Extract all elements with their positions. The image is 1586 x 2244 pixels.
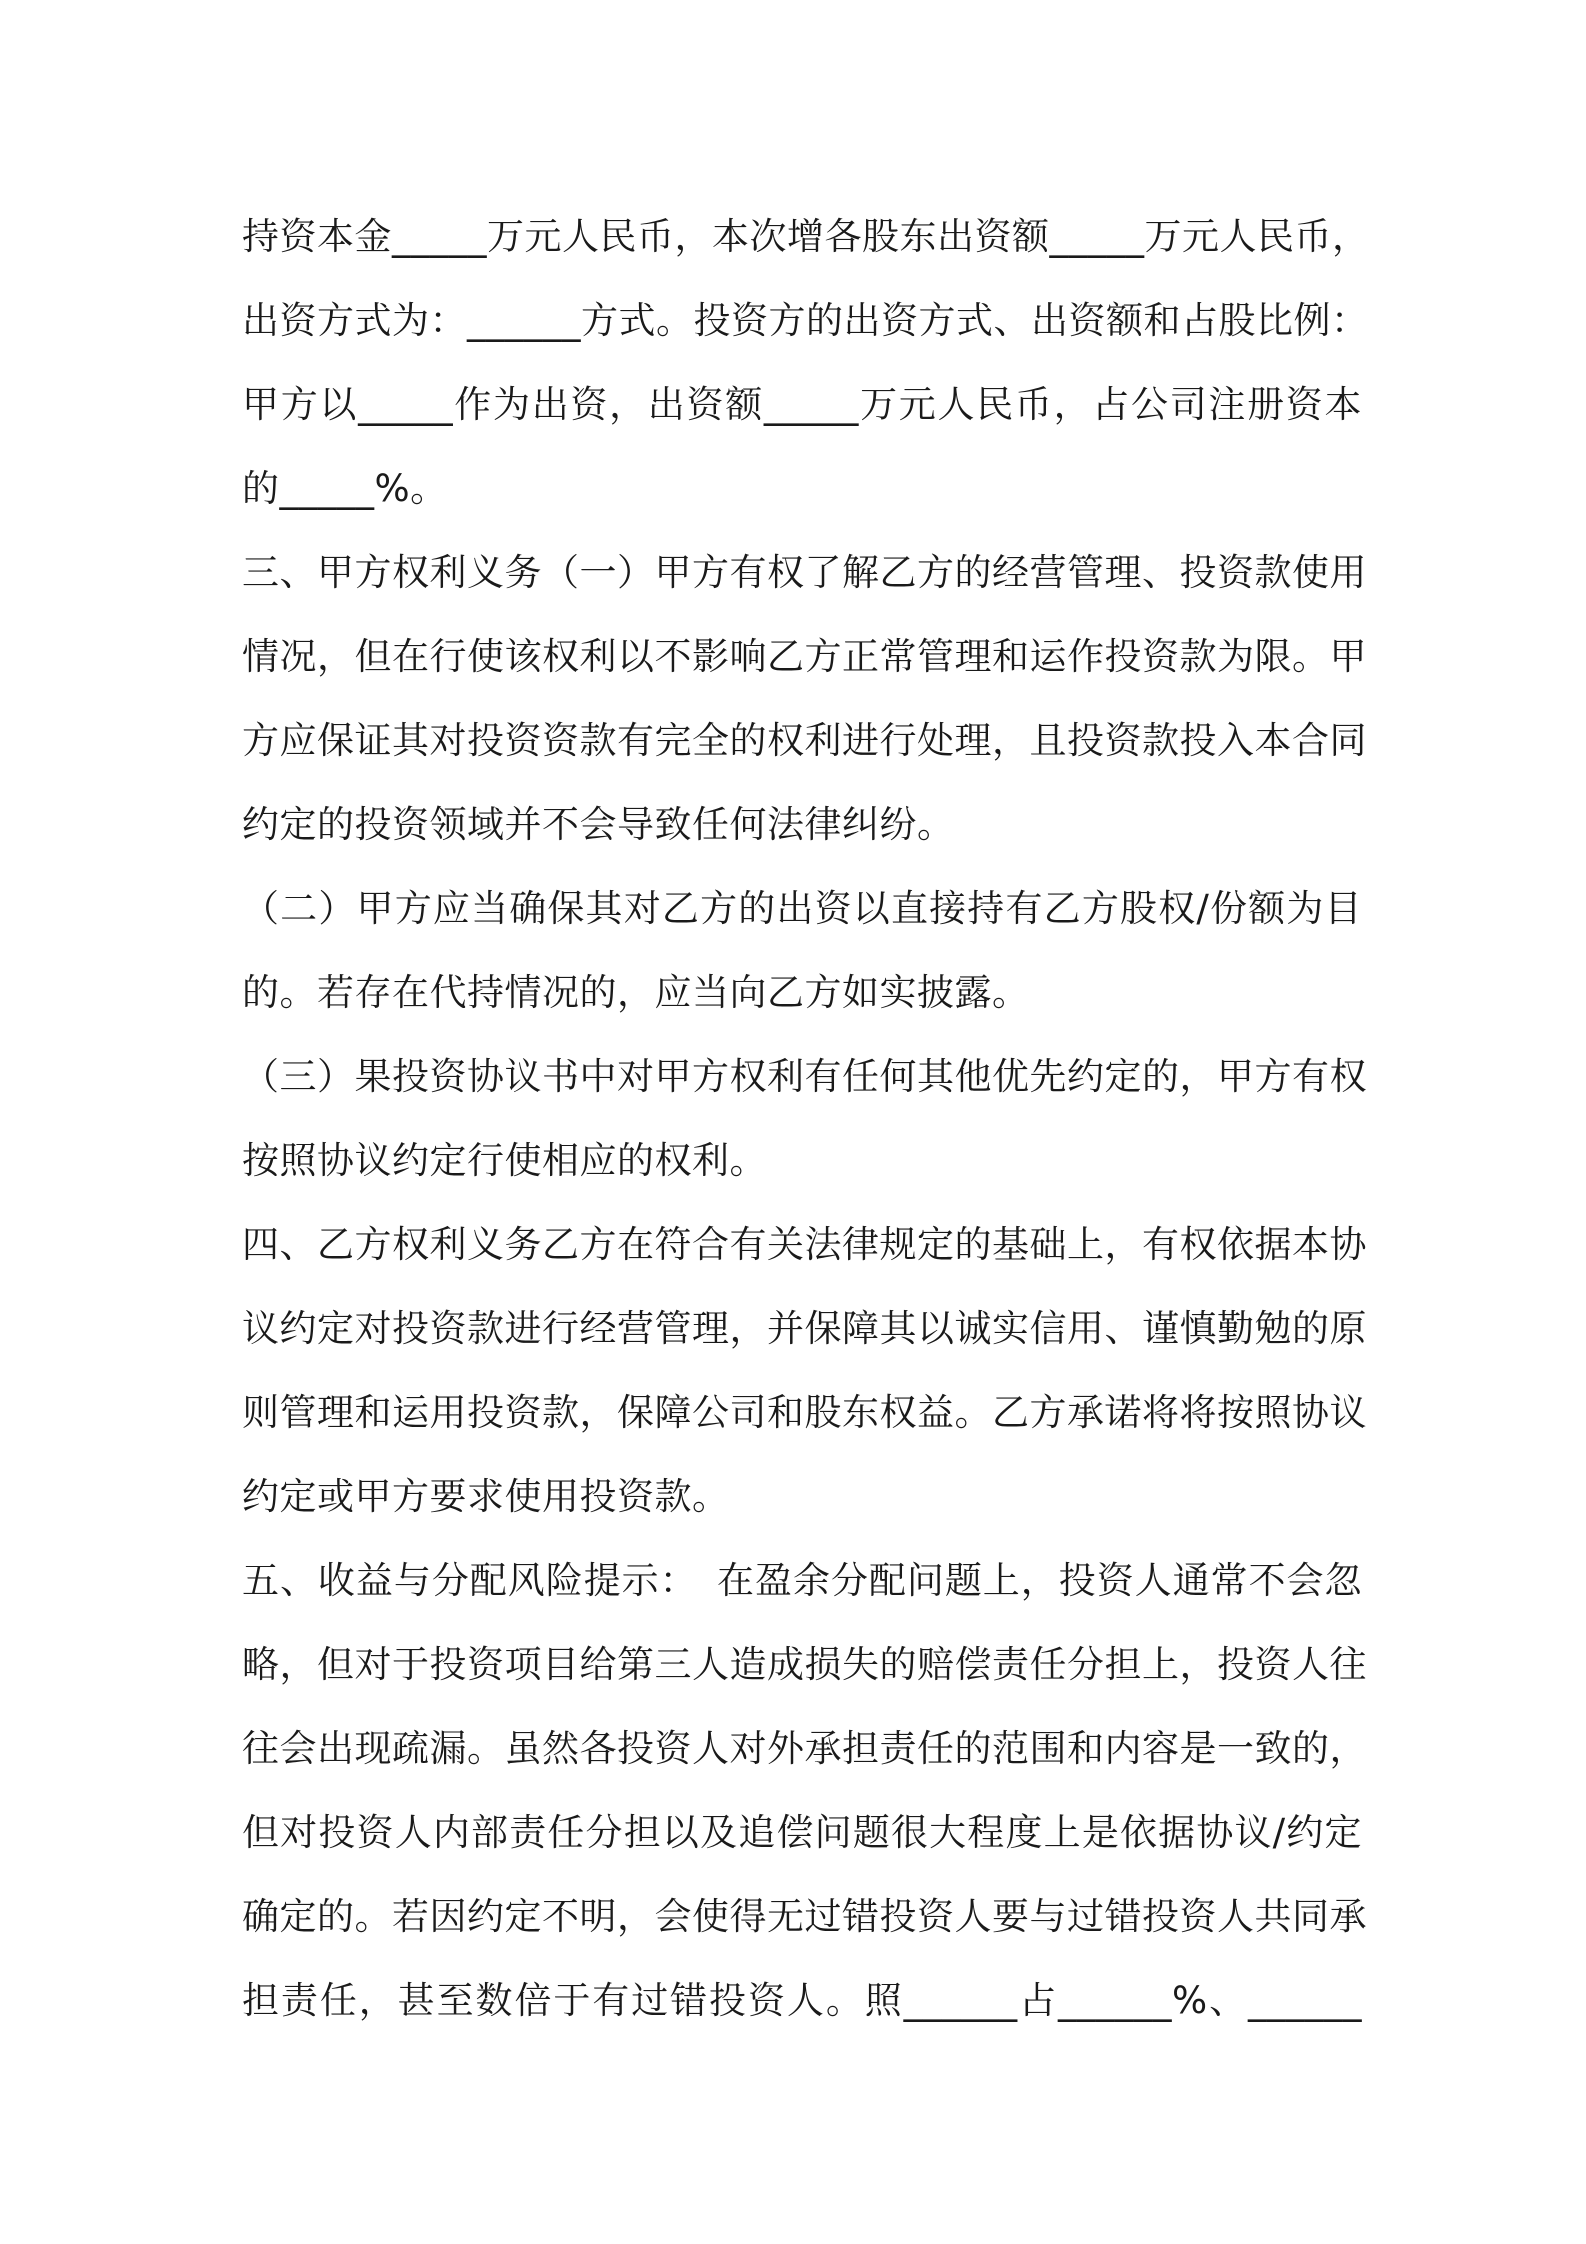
text-line: 确定的。若因约定不明，会使得无过错投资人要与过错投资人共同承 (242, 1895, 1367, 1938)
text-line: 五、收益与分配风险提示： 在盈余分配问题上，投资人通常不会忽 (242, 1559, 1362, 1602)
text-line: （三）果投资协议书中对甲方权利有任何其他优先约定的，甲方有权 (242, 1055, 1367, 1098)
text-line: 出资方式为：______方式。投资方的出资方式、出资额和占股比例： (242, 299, 1369, 342)
text-line: 但对投资人内部责任分担以及追偿问题很大程度上是依据协议/约定 (242, 1811, 1362, 1854)
text-line: 则管理和运用投资款，保障公司和股东权益。乙方承诺将将按照协议 (242, 1391, 1367, 1434)
text-line: 担责任，甚至数倍于有过错投资人。照______占______%、______ (242, 1979, 1362, 2022)
document-body (242, 195, 1370, 2043)
text-line: 持资本金_____万元人民币，本次增各股东出资额_____万元人民币， (242, 215, 1370, 258)
text-line: 议约定对投资款进行经营管理，并保障其以诚实信用、谨慎勤勉的原 (242, 1307, 1367, 1350)
text-line: 约定的投资领域并不会导致任何法律纠纷。 (242, 803, 955, 846)
text-line: 三、甲方权利义务（一）甲方有权了解乙方的经营管理、投资款使用 (242, 551, 1367, 594)
text-line: 方应保证其对投资资款有完全的权利进行处理，且投资款投入本合同 (242, 719, 1367, 762)
text-line: （二）甲方应当确保其对乙方的出资以直接持有乙方股权/份额为目 (242, 887, 1362, 930)
text-line: 情况，但在行使该权利以不影响乙方正常管理和运作投资款为限。甲 (242, 635, 1367, 678)
text-line: 的。若存在代持情况的，应当向乙方如实披露。 (242, 971, 1030, 1014)
text-line: 的_____%。 (242, 467, 448, 510)
text-line: 往会出现疏漏。虽然各投资人对外承担责任的范围和内容是一致的， (242, 1727, 1367, 1770)
text-line: 四、乙方权利义务乙方在符合有关法律规定的基础上，有权依据本协 (242, 1223, 1367, 1266)
text-line: 按照协议约定行使相应的权利。 (242, 1139, 767, 1182)
text-line: 略，但对于投资项目给第三人造成损失的赔偿责任分担上，投资人往 (242, 1643, 1367, 1686)
text-line: 甲方以_____作为出资，出资额_____万元人民币，占公司注册资本 (242, 383, 1362, 426)
text-line: 约定或甲方要求使用投资款。 (242, 1475, 730, 1518)
